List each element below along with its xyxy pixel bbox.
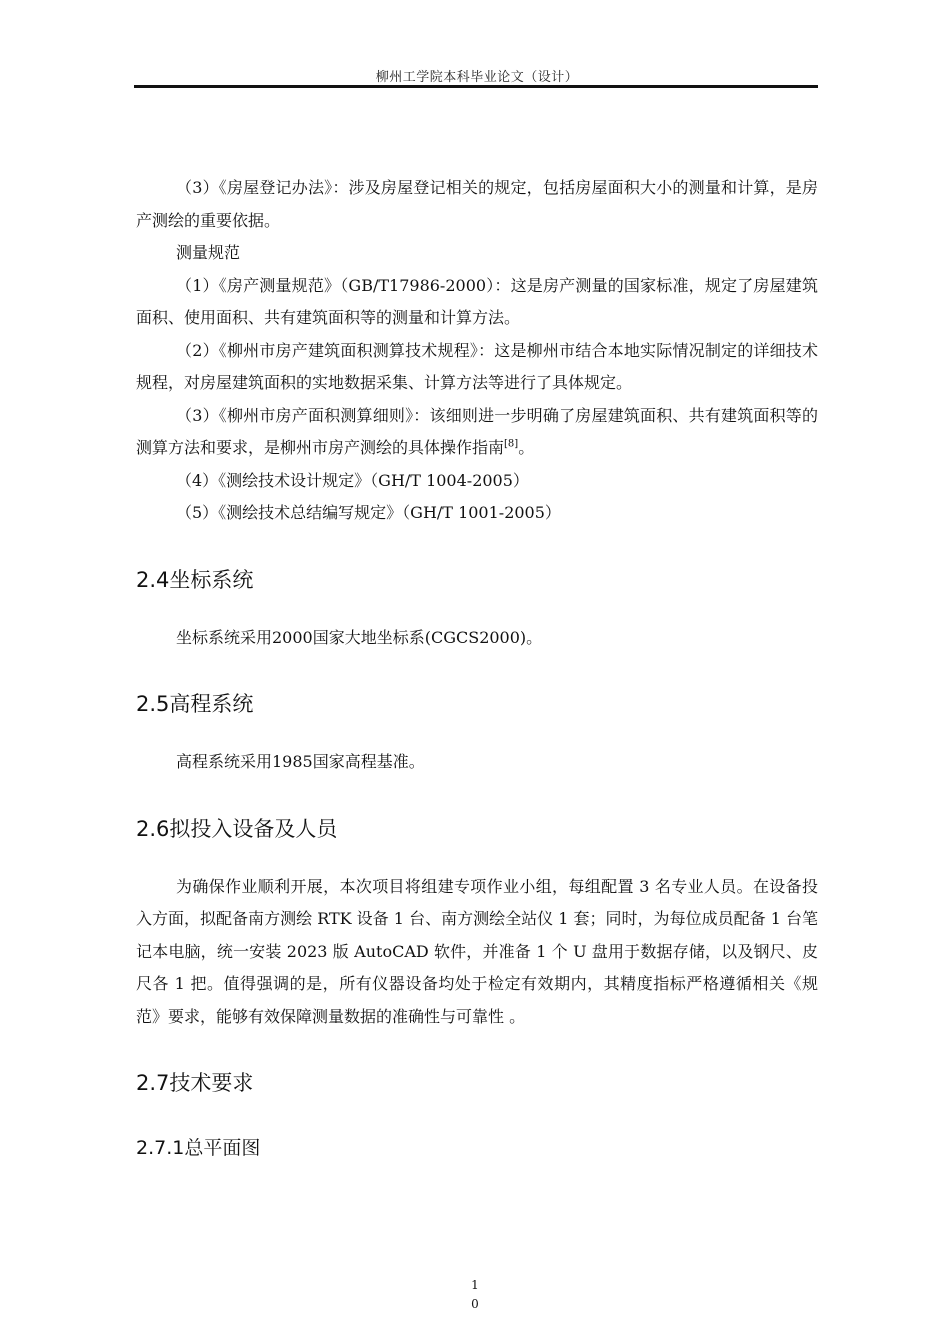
- citation-8: [8]: [504, 438, 519, 450]
- paragraph-design-spec: （4）《测绘技术设计规定》（GH/T 1004-2005）: [176, 470, 529, 490]
- heading-2-6: 2.6拟投入设备及人员: [136, 816, 338, 841]
- heading-2-5: 2.5高程系统: [136, 692, 254, 716]
- page-content: [136, 172, 818, 1163]
- header-rule: [134, 85, 818, 88]
- paragraph-end-mark: 。: [518, 438, 535, 457]
- page-header: 柳州工学院本科毕业论文（设计）: [375, 70, 579, 85]
- paragraph-measurement-standards-label: 测量规范: [176, 243, 241, 262]
- page-number: [463, 1276, 487, 1314]
- heading-2-4: 2.4坐标系统: [136, 567, 254, 592]
- paragraph-coordinate-system: 坐标系统采用2000国家大地坐标系(CGCS2000)。: [176, 627, 543, 647]
- page-number-line-2: 0: [471, 1297, 479, 1311]
- page-number-line-1: 1: [471, 1278, 479, 1292]
- paragraph-elevation-system: 高程系统采用1985国家高程基准。: [176, 752, 425, 771]
- paragraph-housing-measurement-spec: （1）《房产测量规范》（GB/T17986-2000）：这是房产测量的国家标准，规定了房屋建筑面积、使用面积、共有建筑面积等的测量和计算方法。: [136, 275, 818, 327]
- paragraph-liuzhou-technical-rules: （2）《柳州市房产建筑面积测算技术规程》：这是柳州市结合本地实际情况制定的详细技术规程，对房屋建筑面积的实地数据采集、计算方法等进行了具体规定。: [136, 340, 818, 392]
- heading-2-7-1: 2.7.1总平面图: [136, 1137, 261, 1159]
- paragraph-housing-registration: （3）《房屋登记办法》：涉及房屋登记相关的规定，包括房屋面积大小的测量和计算，是房产测绘的重要依据。: [136, 178, 818, 230]
- heading-2-7: 2.7技术要求: [136, 1071, 254, 1095]
- paragraph-liuzhou-area-rules: [136, 400, 818, 465]
- paragraph-liuzhou-area-rules-text: （3）《柳州市房产面积测算细则》：该细则进一步明确了房屋建筑面积、共有建筑面积等的测算方法和要求，是柳州市房产测绘的具体操作指南: [136, 405, 818, 457]
- paragraph-equipment-personnel: 为确保作业顺利开展，本次项目将组建专项作业小组，每组配置 3 名专业人员。在设备投入方面，拟配备南方测绘 RTK 设备 1 台、南方测绘全站仪 1 套；同时，为每位成员配备 1 台笔记本电脑，统一安装 2023 版 AutoCAD 软件，并准备 1 个 U 盘用于数据存储，以及钢尺、皮尺各 1 把。值得强调的是，所有仪器设备均处于检定有效期内，其精度指标严格遵循相关《规范》要求，能够有效保障测量数据的准确性与可靠性 。: [136, 876, 818, 1026]
- paragraph-summary-spec: （5）《测绘技术总结编写规定》（GH/T 1001-2005）: [176, 503, 561, 522]
